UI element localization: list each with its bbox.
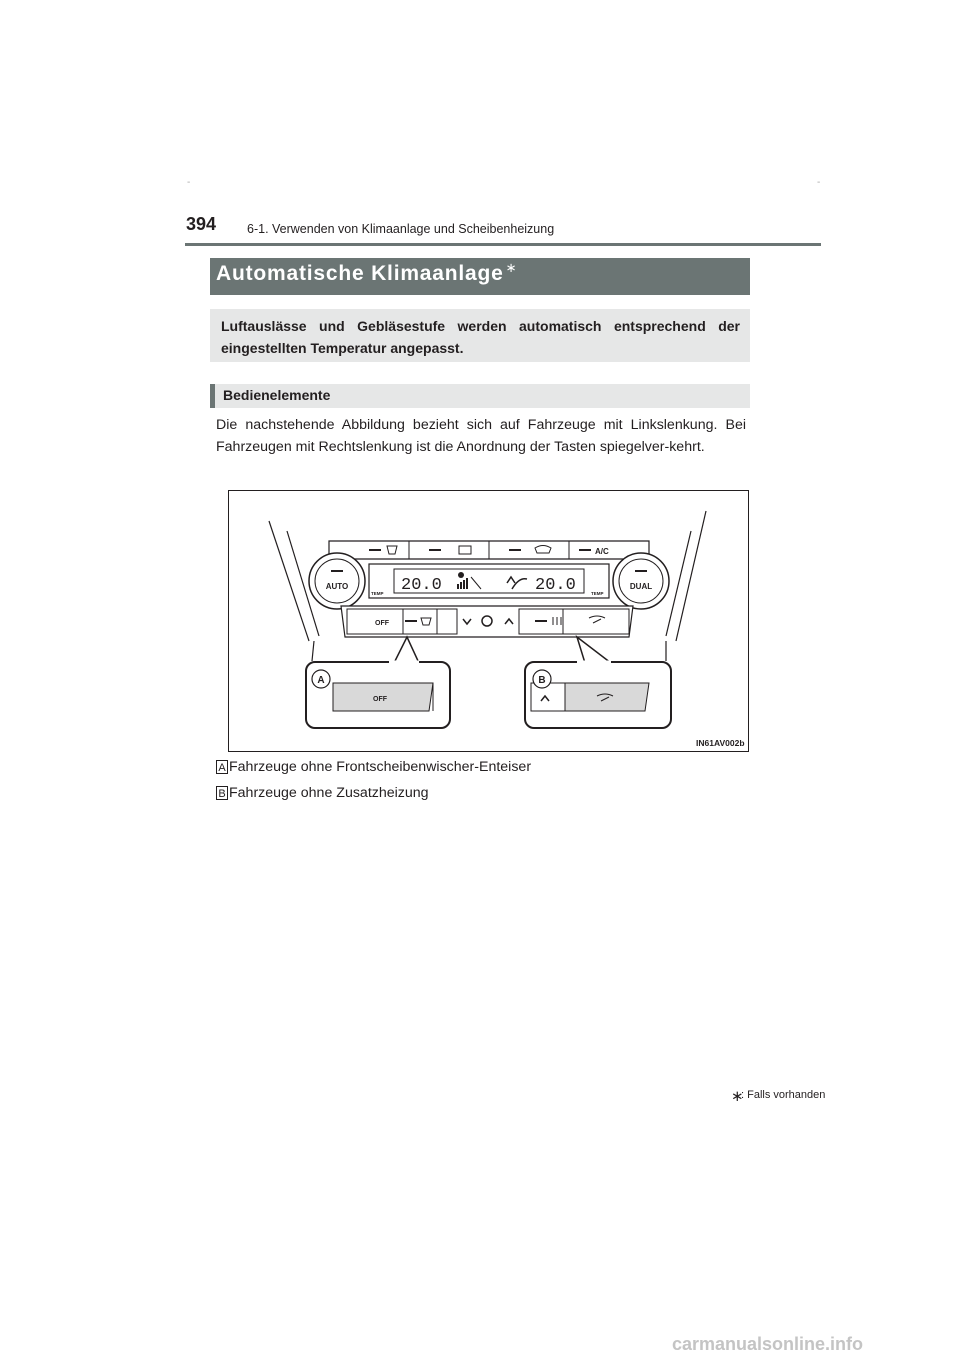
page-number: 394 (186, 214, 217, 234)
temp-label-right: TEMP (591, 591, 604, 596)
crop-mark: - (817, 177, 821, 188)
optional-marker: ∗ (505, 260, 518, 275)
zoom-box-b (525, 662, 671, 728)
body-text: Die nachstehende Abbildung bezieht sich auf Fahrzeuge mit Linkslenkung. Bei Fahrzeugen mit Rechtslenkung ist die Anordnung der Tasten spiegelver-kehrt. (216, 417, 746, 455)
zoom-pointer-a (394, 637, 419, 663)
climate-display (369, 564, 609, 598)
top-button-strip (329, 541, 649, 559)
bottom-button-strip (341, 606, 633, 637)
header-rule (185, 243, 821, 246)
section-title-text: Automatische Klimaanlage (216, 262, 504, 285)
dual-knob (613, 553, 669, 609)
temp-left-readout: 20.0 (401, 576, 442, 595)
subsection-accent (210, 384, 215, 408)
dual-label: DUAL (629, 582, 653, 591)
watermark: carmanualsonline.info (672, 1334, 864, 1354)
auto-label: AUTO (325, 582, 349, 591)
figure-code: IN61AV002b (696, 738, 745, 748)
summary-text: Luftauslässe und Gebläsestufe werden automatisch entsprechend der eingestellten Temperatur angepasst. (221, 318, 740, 356)
note-badge-a: A (216, 760, 228, 774)
subsection-title: Bedienelemente (223, 387, 331, 403)
auto-knob (309, 553, 365, 609)
note-text-a: Fahrzeuge ohne Frontscheibenwischer-Enteiser (229, 759, 532, 775)
zoom-a-off-label: OFF (373, 696, 387, 703)
temp-right-readout: 20.0 (535, 576, 576, 595)
footnote-marker: ∗ (731, 1088, 744, 1105)
zoom-pointer-b (577, 637, 611, 663)
callout-a-label: A (317, 675, 325, 686)
temp-label-left: TEMP (371, 591, 384, 596)
footnote-text: : Falls vorhanden (741, 1089, 826, 1101)
section-title (216, 262, 517, 286)
ac-label: A/C (595, 547, 609, 556)
breadcrumb: 6-1. Verwenden von Klimaanlage und Scheibenheizung (247, 222, 555, 236)
crop-mark: - (187, 177, 191, 188)
note-text-b: Fahrzeuge ohne Zusatzheizung (229, 785, 429, 801)
note-badge-b: B (216, 786, 228, 800)
wiper-deicer-off-label: OFF (375, 620, 389, 627)
climate-control-illustration (229, 491, 748, 751)
zoom-box-a (306, 662, 450, 728)
callout-b-label: B (538, 675, 546, 686)
